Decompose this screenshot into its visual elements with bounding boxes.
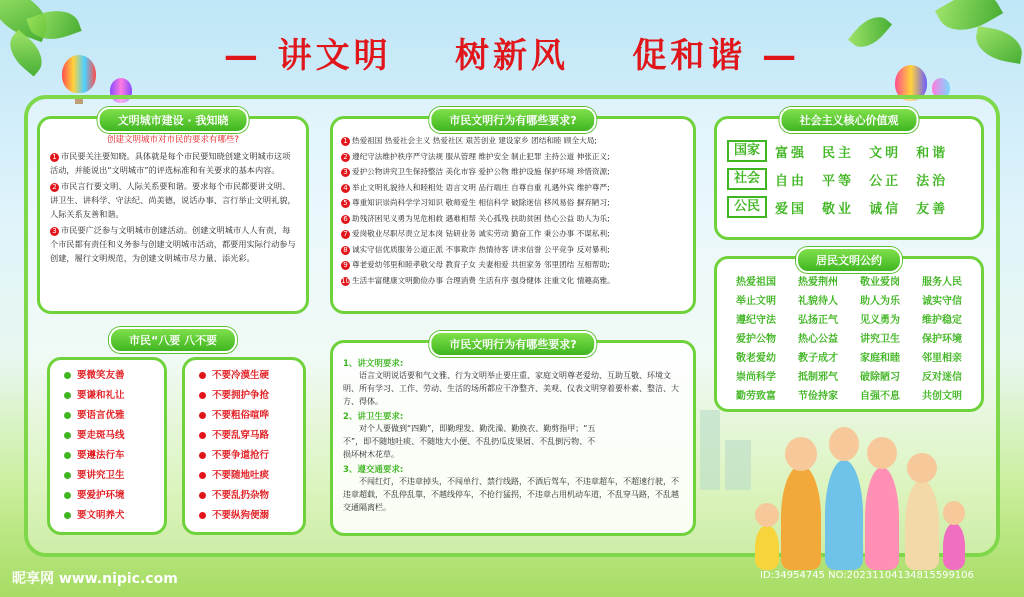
list-item: 5 尊重知识崇尚科学学习知识 敬师爱生 相信科学 破除迷信 移风易俗 摒弃陋习; <box>341 195 685 211</box>
list-item: 节俭持家 <box>798 391 838 402</box>
section-body: 对个人要做到“四勤”，即勤理发、勤洗澡、勤换衣、勤剪指甲；“五不”，即不随地吐痰、不随地大小便、不乱扔瓜皮果屑、不乱倒污物、不损坏树木花草。 <box>343 424 596 459</box>
list-item: 不要乱穿马路 <box>199 426 303 446</box>
section-title: 2、讲卫生要求: <box>343 412 404 422</box>
list-item: 不要冷漠生硬 <box>199 366 303 386</box>
list-item: 举止文明 <box>736 296 776 307</box>
list-item: 要文明养犬 <box>64 506 164 526</box>
list-item: 服务人民 <box>922 277 962 288</box>
list-item: 抵制邪气 <box>798 372 838 383</box>
list-item: 遵纪守法 <box>736 315 776 326</box>
list-item: 热心公益 <box>798 334 838 345</box>
list-item: 要语言优雅 <box>64 406 164 426</box>
grandfather-head <box>785 437 817 471</box>
donts-list <box>182 357 306 535</box>
list-item: 敬老爱幼 <box>736 353 776 364</box>
list-item: 3 爱护公物讲究卫生保持整洁 美化市容 爱护公物 维护设施 保护环境 珍惜资源; <box>341 164 685 180</box>
panel-heading: 居民文明公约 <box>796 247 902 273</box>
core-values-panel <box>714 116 984 240</box>
grandfather-figure <box>781 465 821 570</box>
family-illustration <box>745 425 985 575</box>
list-item: 弘扬正气 <box>798 315 838 326</box>
list-item: 维护稳定 <box>922 315 962 326</box>
father-figure <box>825 460 863 570</box>
list-item: 热爱荆州 <box>798 277 838 288</box>
skyline-decoration <box>700 410 720 490</box>
list-item: 不要纵狗便溺 <box>199 506 303 526</box>
list-item: 4 举止文明礼貌待人和睦相处 语言文明 品行端庄 自尊自重 礼遇外宾 维护尊严; <box>341 180 685 196</box>
watermark-id: ID:34954745 NO:20231104134815599106 <box>760 570 974 581</box>
list-item: 2 遵纪守法维护秩序严守法规 服从管理 维护安全 制止犯罪 主持公道 伸张正义; <box>341 149 685 165</box>
convention-grid <box>717 259 981 405</box>
mother-figure <box>865 467 899 570</box>
list-item: 要谦和礼让 <box>64 386 164 406</box>
list-item: 9 尊老爱幼邻里和睦孝敬父母 教育子女 夫妻相爱 共担家务 邻里团结 互相帮助; <box>341 257 685 273</box>
list-item: 共创文明 <box>922 391 962 402</box>
panel-heading: 市民文明行为有哪些要求? <box>429 331 596 357</box>
grandmother-figure <box>905 480 939 570</box>
list-item: 爱护公物 <box>736 334 776 345</box>
panel-heading: 市民“八要 八不要 <box>109 327 237 353</box>
boy-figure <box>755 525 779 570</box>
list-item: 不要乱扔杂物 <box>199 486 303 506</box>
panel-heading: 社会主义核心价值观 <box>780 107 919 133</box>
list-item: 家庭和睦 <box>860 353 900 364</box>
section-body: 语言文明说话要和气文雅、行为文明举止要庄重、家庭文明尊老爱幼、互助互敬、环境文明、所有学习、工作、劳动、生活的场所都应干净整齐、美观、仪表文明穿着要朴素、整洁、大方、得体。 <box>343 371 679 406</box>
civil-requirements-panel <box>330 116 696 314</box>
list-item: 8 诚实守信优质服务公道正派 不事欺诈 热情待客 讲求信誉 公平竞争 反对暴利; <box>341 242 685 258</box>
list-item: 崇尚科学 <box>736 372 776 383</box>
mother-head <box>867 437 897 469</box>
list-item: 要微笑友善 <box>64 366 164 386</box>
list-item: 要走斑马线 <box>64 426 164 446</box>
list-item: 诚实守信 <box>922 296 962 307</box>
list-item: 不要争道抢行 <box>199 446 303 466</box>
dos-list <box>47 357 167 535</box>
girl-figure <box>943 523 965 570</box>
civil-requirements-detail-panel <box>330 340 696 536</box>
section-title: 1、讲文明要求: <box>343 359 404 369</box>
list-item: 助人为乐 <box>860 296 900 307</box>
list-item: 3 市民要广泛参与文明城市创建活动。创建文明城市人人有责，每个市民都有责任和义务参与创建文明城市活动，都要用实际行动参与创建，履行文明规范，为创建文明城市尽力量、添光彩。 <box>50 225 296 263</box>
list-item: 7 爱岗敬业尽职尽责立足本岗 钻研业务 诚实劳动 勤奋工作 秉公办事 不谋私利; <box>341 226 685 242</box>
list-item: 反对迷信 <box>922 372 962 383</box>
list-item: 热爱祖国 <box>736 277 776 288</box>
list-item: 不要拥护争抢 <box>199 386 303 406</box>
page-title: — 讲文明 树新风 促和谐 — <box>223 36 801 76</box>
list-item: 敬业爱岗 <box>860 277 900 288</box>
list-item: 见义勇为 <box>860 315 900 326</box>
list-item: 要遵法行车 <box>64 446 164 466</box>
panel-heading: 市民文明行为有哪些要求? <box>429 107 596 133</box>
grandmother-head <box>907 453 937 483</box>
list-item: 不要粗俗喧哗 <box>199 406 303 426</box>
list-item: 邻里相亲 <box>922 353 962 364</box>
list-item: 不要随地吐痰 <box>199 466 303 486</box>
father-head <box>829 427 859 461</box>
list-item: 1 热爱祖国 热爱社会主义 热爱社区 艰苦创业 建设家乡 团结和睦 顾全大局; <box>341 133 685 149</box>
core-values-row: 公民 爱国 敬业 诚信 友善 <box>727 193 971 221</box>
list-item: 礼貌待人 <box>798 296 838 307</box>
list-item: 要爱护环境 <box>64 486 164 506</box>
list-item: 勤劳致富 <box>736 391 776 402</box>
girl-head <box>943 501 965 525</box>
list-item: 2 市民言行要文明、人际关系要和谐。要求每个市民都要讲文明、讲卫生、讲科学、守法纪、尚美德，说话办事、言行举止文明礼貌，人际关系友善和谐。 <box>50 181 296 219</box>
city-build-panel <box>37 116 309 314</box>
eight-dos-panel <box>37 334 309 540</box>
list-item: 讲究卫生 <box>860 334 900 345</box>
list-item: 保护环境 <box>922 334 962 345</box>
section-title: 3、遵交通要求: <box>343 465 404 475</box>
list-item: 6 助残济困见义勇为见危相救 遇难相帮 关心孤残 扶助贫困 热心公益 助人为乐; <box>341 211 685 227</box>
list-item: 10 生活丰富健康文明勤俭办事 合理消费 生活有序 强身健体 注重文化 情趣高雅。 <box>341 275 615 285</box>
list-item: 自强不息 <box>860 391 900 402</box>
list-item: 1 市民要关注要知晓。具体就是每个市民要知晓创建文明城市这项活动，并能说出“文明城市”的评选标准和有关要求的基本内容。 <box>50 151 291 175</box>
section-body: 不闯红灯，不违章掉头，不闯单行、禁行线路，不酒后驾车，不违章超车，不超速行驶，不违章超载，不乱停乱靠，不越线停车，不抢行猛拐，不违章占用机动车道，不乱穿马路，不乱越交通隔离栏。 <box>343 477 679 512</box>
list-item: 破除陋习 <box>860 372 900 383</box>
watermark-logo: 昵享网 www.nipic.com <box>12 571 178 587</box>
panel-heading: 文明城市建设 · 我知晓 <box>98 107 249 133</box>
list-item: 要讲究卫生 <box>64 466 164 486</box>
resident-convention-panel <box>714 256 984 412</box>
core-values-row: 国家 富强 民主 文明 和谐 <box>727 137 971 165</box>
list-item: 教子成才 <box>798 353 838 364</box>
boy-head <box>755 503 779 527</box>
core-values-row: 社会 自由 平等 公正 法治 <box>727 165 971 193</box>
question-text: 创建文明城市对市民的要求有哪些? <box>106 135 239 145</box>
